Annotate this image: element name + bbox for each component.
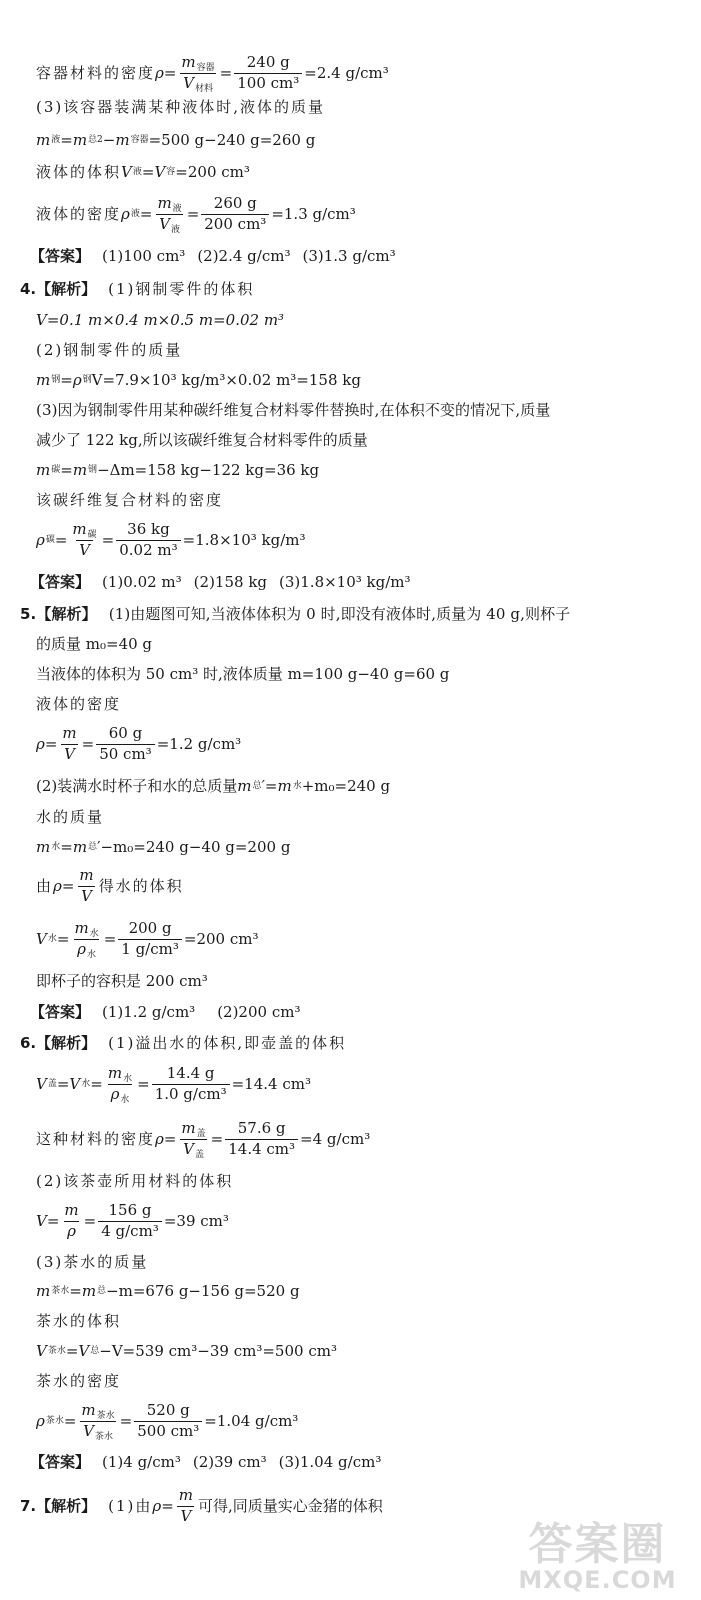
numerator: 520 g — [146, 1400, 190, 1419]
denominator: V — [61, 744, 78, 763]
fraction-numeric — [134, 1400, 202, 1440]
line-tea-mass-title — [36, 1251, 683, 1273]
text: 液体的密度 — [36, 694, 122, 713]
line-tea-mass: m 茶水 =m 总 −m=676 g−156 g=520 g — [36, 1281, 300, 1300]
subscript: 液 — [172, 203, 182, 214]
equals: = — [219, 63, 233, 82]
problem-6-header — [20, 1032, 683, 1054]
numerator: m — [62, 723, 77, 742]
result: =39 cm³ — [163, 1211, 229, 1230]
term: =m — [60, 460, 88, 479]
term: =m — [69, 1281, 97, 1300]
text: (3)茶水的质量 — [36, 1252, 149, 1271]
subscript: 茶水 — [96, 1410, 115, 1421]
problem-number: 4. — [20, 279, 37, 298]
v-symbol: V — [83, 1421, 94, 1440]
line-cup-capacity — [36, 970, 683, 992]
term: =V — [141, 162, 166, 181]
line-water-volume: V 水 = $\frac{m_水}{\rho_水}$ = $\frac{200 g}{\text{1 g/cm³}}$ =200 cm³ — [36, 918, 259, 960]
result: =1.2 g/cm³ — [156, 734, 242, 753]
m-symbol: m — [36, 460, 51, 479]
answer-part-3: (3)1.3 g/cm³ — [302, 246, 396, 265]
line-step3-text — [36, 399, 683, 421]
text: 可得,同质量实心金猪的体积 — [198, 1496, 383, 1515]
denominator: V — [76, 540, 93, 559]
line-step3-text-cont — [36, 429, 683, 451]
line-tea-volume-title — [36, 1310, 683, 1332]
answer-4 — [30, 571, 683, 593]
line-total-mass: (2)装满水时杯子和水的总质量 m 总 ′=m 水 +m₀=240 g — [36, 776, 391, 795]
term: =m — [60, 130, 88, 149]
numerator — [69, 519, 99, 540]
v-symbol: V — [36, 1074, 47, 1093]
answer-3 — [30, 245, 683, 267]
denominator — [180, 73, 216, 92]
fraction-symbolic — [178, 1118, 208, 1160]
numerator: 260 g — [213, 193, 257, 212]
subscript: 盖 — [196, 1128, 206, 1139]
numerator — [71, 918, 101, 939]
line-step2-title — [36, 339, 683, 361]
watermark-text-bottom: MXQE.COM — [518, 1566, 677, 1594]
term: −m — [102, 130, 130, 149]
result: −m=676 g−156 g=520 g — [106, 1281, 300, 1300]
line-liquid-volume: 液体的体积 V 液 =V 容 =200 cm³ — [36, 162, 250, 181]
rho: ρ= — [36, 734, 58, 753]
answer-part-1: (1)1.2 g/cm³ — [102, 1002, 196, 1021]
rho: ρ= — [53, 876, 75, 895]
fraction-numeric — [96, 723, 155, 763]
v-symbol: V — [36, 929, 47, 948]
fraction-numeric — [225, 1118, 298, 1158]
fraction-symbolic — [78, 1400, 117, 1442]
text: 容器材料的密度 — [36, 63, 156, 82]
text: 的质量 m₀=40 g — [36, 634, 153, 653]
rho: ρ= — [155, 1129, 177, 1148]
v-symbol: V — [183, 1139, 194, 1158]
equals: = — [63, 1411, 77, 1430]
problem-4-header — [20, 278, 683, 300]
line-tea-density: ρ 茶水 = $\frac{m_{茶水}}{V_{茶水}}$ = $\frac{520 g}{\text{500 cm³}}$ =1.04 g/cm³ — [36, 1400, 299, 1442]
numerator: m — [64, 1200, 79, 1219]
answer-part-3: (3)1.8×10³ kg/m³ — [279, 572, 411, 591]
result: −V=539 cm³−39 cm³=500 cm³ — [99, 1341, 337, 1360]
line-cup-mass — [36, 633, 683, 655]
term: =V — [65, 1341, 90, 1360]
text: (3)该容器装满某种液体时,液体的质量 — [36, 97, 326, 116]
problem-5-header — [20, 603, 683, 625]
text: 茶水的密度 — [36, 1371, 122, 1390]
watermark-text-top: 答案圈 — [528, 1519, 667, 1570]
subscript: 盖 — [194, 1149, 204, 1160]
answer-part-1: (1)4 g/cm³ — [102, 1452, 181, 1471]
denominator — [74, 939, 99, 958]
text: 即杯子的容积是 200 cm³ — [36, 971, 208, 990]
line-tea-volume: V 茶水 =V 总 −V=539 cm³−39 cm³=500 cm³ — [36, 1341, 337, 1360]
line-liquid-density-5 — [36, 724, 683, 764]
numerator: 14.4 g — [166, 1063, 215, 1082]
denominator — [180, 1139, 207, 1158]
numerator: 36 kg — [127, 519, 170, 538]
numerator — [178, 52, 217, 73]
result: =4 g/cm³ — [300, 1129, 371, 1148]
v-symbol: V — [183, 73, 194, 92]
problem-number: 7. — [20, 1496, 37, 1515]
line-water-mass: m 水 =m 总 ′−m₀=240 g−40 g=200 g — [36, 837, 291, 856]
subscript: 水 — [123, 1073, 133, 1084]
line-carbon-density-title — [36, 489, 683, 511]
problem-number: 6. — [20, 1033, 37, 1052]
line-tea-density-title — [36, 1370, 683, 1392]
v-symbol: V= — [36, 1211, 60, 1230]
denominator: 4 g/cm³ — [98, 1221, 162, 1240]
text: (1)钢制零件的体积 — [108, 279, 255, 298]
subscript: 水 — [86, 949, 96, 960]
text: 当液体的体积为 50 cm³ 时,液体质量 m=100 g−40 g=60 g — [36, 664, 450, 683]
result: +m₀=240 g — [301, 776, 391, 795]
subscript: 材料 — [194, 83, 213, 94]
denominator — [156, 214, 183, 233]
text: 得水的体积 — [98, 876, 184, 895]
line-carbon-mass: m 碳 =m 钢 −Δm=158 kg−122 kg=36 kg — [36, 460, 320, 479]
numerator: 200 g — [128, 918, 172, 937]
m-symbol: m — [181, 52, 196, 71]
fraction-symbolic — [154, 193, 184, 235]
fraction-numeric — [201, 193, 269, 233]
numerator — [105, 1063, 135, 1084]
rho-symbol: ρ — [77, 939, 86, 958]
line-from-rho — [36, 866, 683, 906]
result: =2.4 g/cm³ — [304, 63, 389, 82]
fraction-symbolic — [178, 52, 217, 94]
text: 液体的密度 — [36, 204, 122, 223]
equals: = — [54, 530, 68, 549]
m-symbol: m — [36, 837, 51, 856]
text: (2)该茶壶所用材料的体积 — [36, 1171, 234, 1190]
m-symbol: m — [237, 776, 252, 795]
solution-label: 【解析】 — [36, 604, 97, 623]
equals: = — [101, 530, 115, 549]
result: =1.3 g/cm³ — [271, 204, 356, 223]
line-liquid-density: 液体的密度 ρ 液 = $\frac{m_液}{V_液}$ = $\frac{260 g}{\text{200 cm³}}$ =1.3 g/cm³ — [36, 193, 356, 235]
denominator: 100 cm³ — [234, 73, 302, 92]
equals: = — [139, 204, 153, 223]
numerator: m — [79, 865, 94, 884]
v-symbol: V — [121, 162, 132, 181]
subscript: 茶水 — [94, 1431, 113, 1442]
equals: = — [210, 1129, 224, 1148]
v-symbol: V — [159, 214, 170, 233]
subscript: 水 — [89, 928, 99, 939]
m-symbol: m — [81, 1400, 96, 1419]
line-steel-mass: m 钢 =ρ 钢 V=7.9×10³ kg/m³×0.02 m³=158 kg — [36, 370, 361, 389]
denominator: V — [78, 886, 95, 905]
rho-symbol: ρ — [110, 1084, 120, 1103]
fraction-symbolic — [176, 1485, 196, 1525]
denominator — [108, 1084, 133, 1103]
numerator: 60 g — [108, 723, 143, 742]
result: V=7.9×10³ kg/m³×0.02 m³=158 kg — [91, 370, 361, 389]
fraction-numeric — [116, 519, 180, 559]
answer-part-2: (2)158 kg — [193, 572, 268, 591]
denominator: 14.4 cm³ — [225, 1139, 298, 1158]
fraction-symbolic — [69, 519, 99, 559]
result: =1.04 g/cm³ — [204, 1411, 299, 1430]
term: =m — [60, 837, 88, 856]
m-symbol: m — [36, 130, 51, 149]
line-teapot-volume — [36, 1201, 683, 1241]
denominator: 500 cm³ — [134, 1421, 202, 1440]
term: ′=m — [261, 776, 292, 795]
rho: ρ — [36, 530, 45, 549]
m-symbol: m — [181, 1118, 196, 1137]
result: ′−m₀=240 g−40 g=200 g — [97, 837, 291, 856]
line-step2-teapot — [36, 1170, 683, 1192]
fraction-symbolic — [71, 918, 101, 960]
text: (1)溢出水的体积,即壶盖的体积 — [108, 1033, 347, 1052]
equals: = — [81, 734, 95, 753]
numerator — [78, 1400, 117, 1421]
line-carbon-density: ρ 碳 = $\frac{m_碳}{V}$ = $\frac{36 kg}{\text{0.02 m³}}$ =1.8×10³ kg/m³ — [36, 519, 306, 559]
answer-5 — [30, 1001, 683, 1023]
denominator: 200 cm³ — [201, 214, 269, 233]
line-steel-volume — [36, 309, 683, 331]
fraction-symbolic — [105, 1063, 135, 1105]
m-symbol: m — [72, 519, 87, 538]
line-step3 — [36, 96, 683, 118]
numerator: 57.6 g — [237, 1118, 286, 1137]
text: 由 — [36, 876, 54, 895]
fraction-symbolic — [76, 865, 96, 905]
text: (3)因为钢制零件用某种碳纤维复合材料零件替换时,在体积不变的情况下,质量 — [36, 400, 551, 419]
equals: = — [83, 1211, 97, 1230]
m-symbol: m — [36, 1281, 51, 1300]
line-water-mass-title — [36, 806, 683, 828]
equals: = — [137, 1074, 150, 1093]
answer-part-2: (2)200 cm³ — [217, 1002, 301, 1021]
answer-part-2: (2)39 cm³ — [192, 1452, 267, 1471]
denominator: ρ — [64, 1221, 79, 1240]
result: =200 cm³ — [183, 929, 259, 948]
m-symbol: m — [36, 370, 51, 389]
problem-number: 5. — [20, 604, 37, 623]
result: =500 g−240 g=260 g — [148, 130, 316, 149]
line-material-density — [36, 52, 683, 94]
answer-part-2: (2)2.4 g/cm³ — [197, 246, 291, 265]
line-lid-volume: V 盖 =V 水 = $\frac{m_水}{\rho_水}$ = $\frac{14.4 g}{\text{1.0 g/cm³}}$ =14.4 cm³ — [36, 1063, 311, 1105]
solution-label: 【解析】 — [36, 1496, 97, 1515]
text: 该碳纤维复合材料的密度 — [36, 490, 224, 509]
subscript: 容器 — [196, 62, 215, 73]
line-liquid-mass: m 液 =m 总2 −m 容器 =500 g−240 g=260 g — [36, 130, 316, 149]
answer-part-1: (1)0.02 m³ — [102, 572, 182, 591]
line-liquid-density-title — [36, 693, 683, 715]
result: =200 cm³ — [175, 162, 250, 181]
denominator: 1 g/cm³ — [118, 939, 182, 958]
rho: ρ — [121, 204, 130, 223]
text: 这种材料的密度 — [36, 1129, 156, 1148]
m-symbol: m — [107, 1063, 123, 1082]
rho: ρ= — [152, 1496, 174, 1515]
subscript: 水 — [120, 1094, 130, 1105]
answer-label: 【答案】 — [30, 572, 91, 591]
denominator — [80, 1421, 116, 1440]
text: 水的质量 — [36, 807, 105, 826]
result: −Δm=158 kg−122 kg=36 kg — [97, 460, 320, 479]
denominator: 50 cm³ — [96, 744, 155, 763]
text: 减少了 122 kg,所以该碳纤维复合材料零件的质量 — [36, 430, 368, 449]
fraction-numeric — [152, 1063, 230, 1103]
equals: = — [119, 1411, 133, 1430]
text: 茶水的体积 — [36, 1311, 122, 1330]
fraction-numeric — [234, 52, 302, 92]
solution-label: 【解析】 — [36, 1033, 97, 1052]
term: =ρ — [60, 370, 82, 389]
fraction-symbolic — [61, 1200, 81, 1240]
numerator — [154, 193, 184, 214]
watermark-logo — [510, 1508, 685, 1596]
formula: V=0.1 m×0.4 m×0.5 m=0.02 m³ — [36, 310, 285, 329]
m-symbol: m — [74, 918, 89, 937]
line-liquid-mass-50 — [36, 663, 683, 685]
fraction-symbolic — [59, 723, 79, 763]
rho: ρ= — [155, 63, 177, 82]
text: (1)由 — [108, 1496, 153, 1515]
subscript: 液 — [170, 224, 180, 235]
solution-label: 【解析】 — [36, 279, 97, 298]
term: =V — [56, 1074, 81, 1093]
denominator: V — [177, 1506, 194, 1525]
rho: ρ — [36, 1411, 45, 1430]
numerator: 240 g — [246, 52, 290, 71]
text: (2)钢制零件的质量 — [36, 340, 183, 359]
answer-label: 【答案】 — [30, 1002, 91, 1021]
equals: = — [186, 204, 200, 223]
v-symbol: V — [36, 1341, 47, 1360]
equals: = — [56, 929, 70, 948]
numerator — [178, 1118, 208, 1139]
text: 液体的体积 — [36, 162, 122, 181]
fraction-numeric — [118, 918, 182, 958]
answer-part-1: (1)100 cm³ — [102, 246, 186, 265]
equals: = — [103, 929, 117, 948]
subscript: 碳 — [87, 529, 97, 540]
equals: = — [90, 1074, 103, 1093]
text: (1)由题图可知,当液体体积为 0 时,即没有液体时,质量为 40 g,则杯子 — [108, 604, 571, 623]
answer-label: 【答案】 — [30, 246, 91, 265]
line-material-density-6 — [36, 1118, 683, 1160]
result: =14.4 cm³ — [231, 1074, 311, 1093]
m-symbol: m — [157, 193, 172, 212]
text: (2)装满水时杯子和水的总质量 — [36, 776, 238, 795]
answer-label: 【答案】 — [30, 1452, 91, 1471]
fraction-numeric — [98, 1200, 162, 1240]
denominator: 1.0 g/cm³ — [152, 1084, 230, 1103]
answer-part-3: (3)1.04 g/cm³ — [278, 1452, 382, 1471]
numerator: m — [178, 1485, 194, 1504]
answer-6 — [30, 1451, 683, 1473]
numerator: 156 g — [108, 1200, 152, 1219]
denominator: 0.02 m³ — [116, 540, 180, 559]
result: =1.8×10³ kg/m³ — [182, 530, 306, 549]
